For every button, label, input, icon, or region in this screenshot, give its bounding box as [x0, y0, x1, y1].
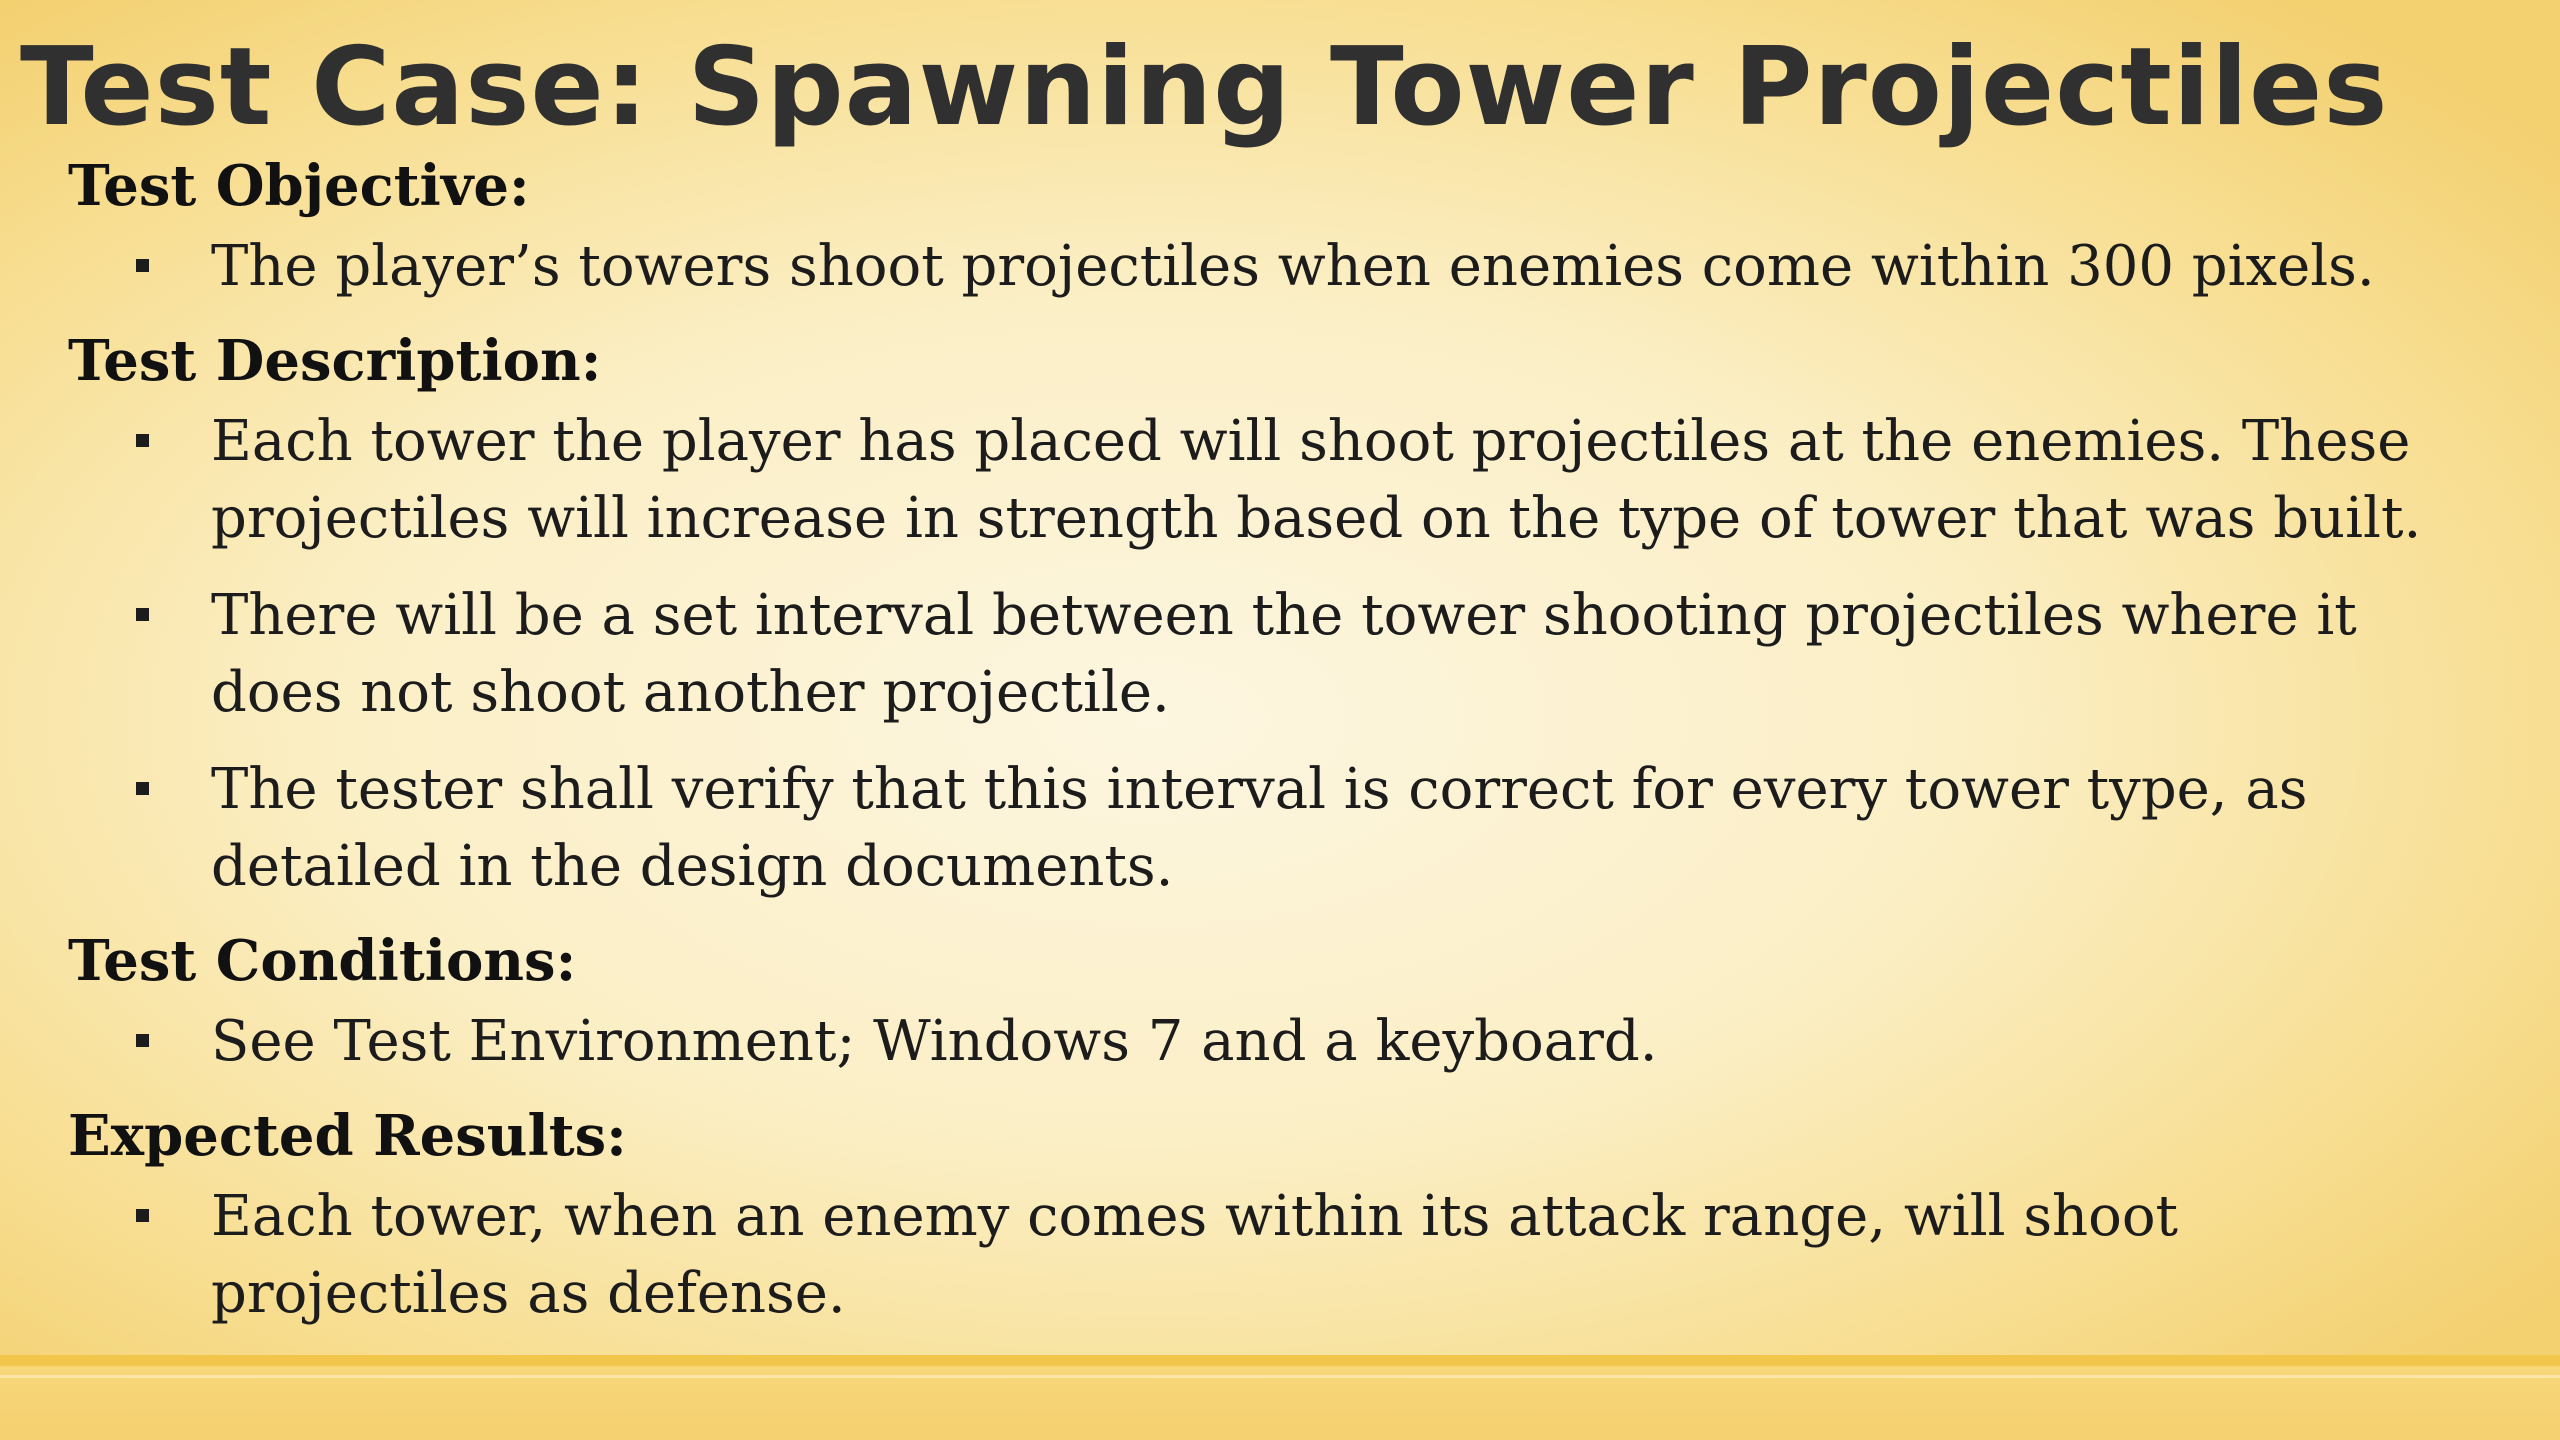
- bullet-item: [68, 1178, 2448, 1332]
- bullet-item: [68, 577, 2448, 731]
- bullet-list-test-conditions: [68, 1003, 2448, 1080]
- section-heading-expected-results: Expected Results:: [68, 1103, 627, 1169]
- square-bullet-icon: [136, 1034, 149, 1047]
- bullet-list-expected-results: [68, 1178, 2448, 1332]
- bullet-item: [68, 403, 2448, 557]
- square-bullet-icon: [136, 434, 149, 447]
- bullet-item: [68, 228, 2448, 305]
- accent-divider-line: [0, 1375, 2560, 1378]
- bullet-text: The player’s towers shoot projectiles when enemies come within 300 pixels.: [211, 234, 2375, 299]
- bullet-item: [68, 751, 2448, 905]
- square-bullet-icon: [136, 782, 149, 795]
- slide-title: Test Case: Spawning Tower Projectiles: [20, 25, 2389, 150]
- square-bullet-icon: [136, 259, 149, 272]
- section-heading-test-conditions: Test Conditions:: [68, 928, 577, 994]
- bullet-text: Each tower, when an enemy comes within its attack range, will shoot projectiles as defense.: [211, 1184, 2179, 1326]
- section-heading-test-description: Test Description:: [68, 328, 602, 394]
- bullet-item: [68, 1003, 2448, 1080]
- slide-content: [68, 150, 2448, 1352]
- square-bullet-icon: [136, 1209, 149, 1222]
- square-bullet-icon: [136, 608, 149, 621]
- bullet-text: Each tower the player has placed will shoot projectiles at the enemies. These projectiles will increase in strength based on the type of tower that was built.: [211, 409, 2422, 551]
- bullet-text: The tester shall verify that this interval is correct for every tower type, as detailed in the design documents.: [211, 757, 2308, 899]
- section-heading-test-objective: Test Objective:: [68, 153, 530, 219]
- bottom-accent-band: [0, 1355, 2560, 1440]
- bullet-text: See Test Environment; Windows 7 and a keyboard.: [211, 1009, 1658, 1074]
- bullet-text: There will be a set interval between the tower shooting projectiles where it does not shoot another projectile.: [211, 583, 2357, 725]
- bullet-list-test-objective: [68, 228, 2448, 305]
- bullet-list-test-description: [68, 403, 2448, 905]
